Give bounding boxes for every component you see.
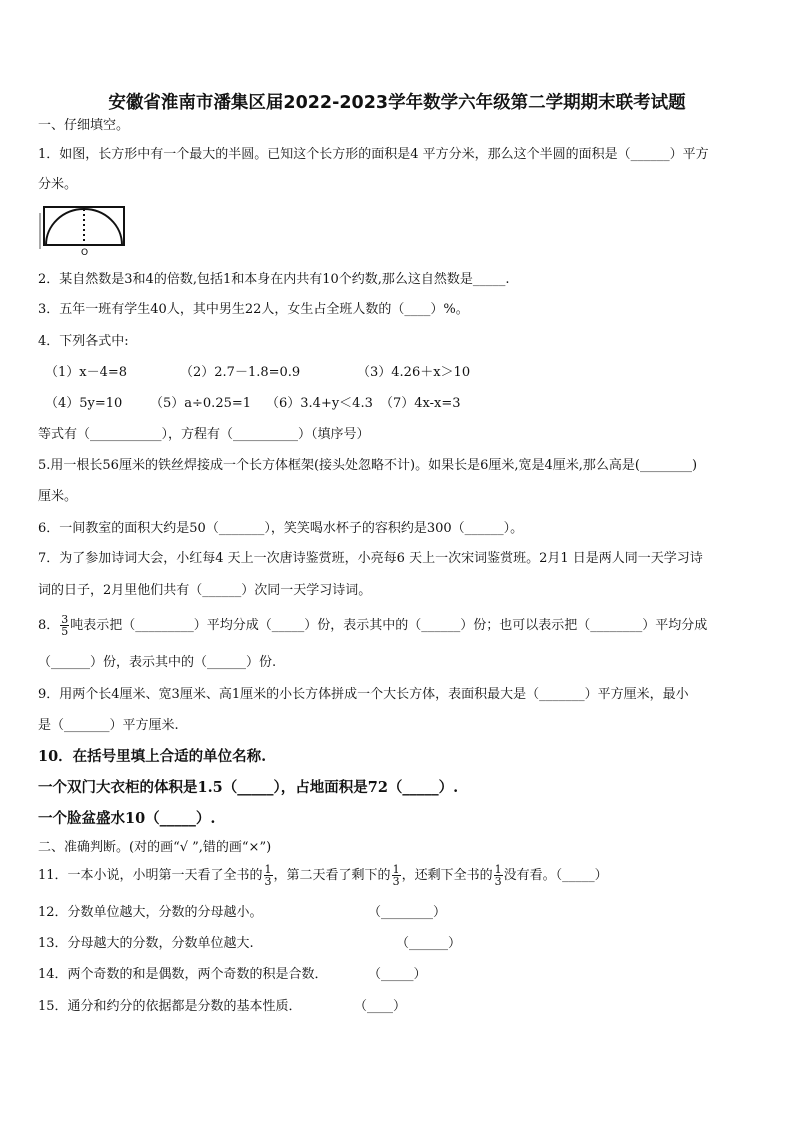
question-2: 2．某自然数是3和4的倍数,包括1和本身在内共有10个约数,那么这自然数是_____.: [38, 272, 510, 287]
question-15-answer-blank: （____）: [354, 999, 407, 1014]
q11-part-3: ，还剩下全书的: [401, 868, 493, 883]
question-10-line-3: 一个脸盆盛水10（_____）.: [38, 810, 216, 827]
question-11: [38, 864, 608, 887]
question-4-answer-line: 等式有（___________），方程有（__________）（填序号）: [38, 427, 370, 442]
center-label: O: [81, 248, 89, 257]
question-4-intro: 4．下列各式中:: [38, 334, 129, 349]
q8-number: 8．: [38, 618, 60, 633]
question-6: 6．一间教室的面积大约是50（_______），笑笑喝水杯子的容积约是300（______）。: [38, 521, 524, 536]
question-7-line-1: 7．为了参加诗词大会，小红每4 天上一次唐诗鉴赏班，小亮每6 天上一次宋词鉴赏班。2月1 日是两人同一天学习诗: [38, 551, 703, 566]
q4-item-7: （7）4x-x=3: [380, 396, 461, 411]
q11-part-1: 11．一本小说，小明第一天看了全书的: [38, 868, 263, 883]
section-2-heading: 二、准确判断。(对的画“√ ”,错的画“×”): [38, 840, 272, 855]
q11-fraction-1: $\frac{1}{3}$: [264, 863, 272, 888]
question-5-line-2: 厘米。: [38, 489, 78, 504]
section-1-heading: 一、仔细填空。: [38, 118, 130, 133]
q4-item-5: （5）a÷0.25=1: [150, 396, 252, 411]
question-13: 13．分母越大的分数，分数单位越大.: [38, 936, 254, 951]
question-12-answer-blank: （________）: [368, 905, 447, 920]
rectangle-semicircle-figure: [38, 205, 128, 261]
question-13-answer-blank: （______）: [396, 936, 462, 951]
question-10-line-1: 10．在括号里填上合适的单位名称.: [38, 748, 267, 765]
question-7-line-2: 词的日子，2月里他们共有（______）次同一天学习诗词。: [38, 583, 372, 598]
page-title: 安徽省淮南市潘集区届2022-2023学年数学六年级第二学期期末联考试题: [108, 93, 686, 113]
q4-item-6: （6）3.4+y＜4.3: [266, 396, 373, 411]
question-15: 15．通分和约分的依据都是分数的基本性质．: [38, 999, 302, 1014]
q8-text: 吨表示把（_________）平均分成（_____）份，表示其中的（______）份；也可以表示把（________）平均分成: [70, 618, 708, 633]
question-9-line-1: 9．用两个长4厘米、宽3厘米、高1厘米的小长方体拼成一个大长方体，表面积最大是（_______）平方厘米，最小: [38, 687, 689, 702]
question-1-line-1: 1．如图，长方形中有一个最大的半圆。已知这个长方形的面积是4 平方分米，那么这个半圆的面积是（______）平方: [38, 147, 709, 162]
question-3: 3．五年一班有学生40人，其中男生22人，女生占全班人数的（____）%。: [38, 302, 469, 317]
question-14-answer-blank: （_____）: [368, 967, 427, 982]
q4-item-2: （2）2.7－1.8=0.9: [180, 365, 301, 380]
question-14: 14．两个奇数的和是偶数，两个奇数的积是合数．: [38, 967, 328, 982]
question-9-line-2: 是（_______）平方厘米.: [38, 718, 179, 733]
q11-fraction-3: $\frac{1}{3}$: [494, 863, 502, 888]
question-8-line-2: （______）份，表示其中的（______）份.: [38, 655, 277, 670]
q11-fraction-2: $\frac{1}{3}$: [392, 863, 400, 888]
question-8-line-1: [38, 614, 707, 637]
question-5-line-1: 5.用一根长56厘米的铁丝焊接成一个长方体框架(接头处忽略不计)。如果长是6厘米,宽是4厘米,那么高是(________): [38, 458, 698, 473]
question-1-line-2: 分米。: [38, 177, 78, 192]
question-10-line-2: 一个双门大衣柜的体积是1.5（_____），占地面积是72（_____）.: [38, 779, 459, 796]
q4-item-1: （1）x－4=8: [45, 365, 128, 380]
q11-part-2: ，第二天看了剩下的: [273, 868, 391, 883]
q4-item-4: （4）5y=10: [45, 396, 123, 411]
q4-item-3: （3）4.26＋x＞10: [357, 365, 471, 380]
question-12: 12．分数单位越大，分数的分母越小。: [38, 905, 263, 920]
q11-part-4: 没有看。（_____）: [503, 868, 608, 883]
q8-fraction: $\frac{3}{5}$: [61, 613, 69, 638]
